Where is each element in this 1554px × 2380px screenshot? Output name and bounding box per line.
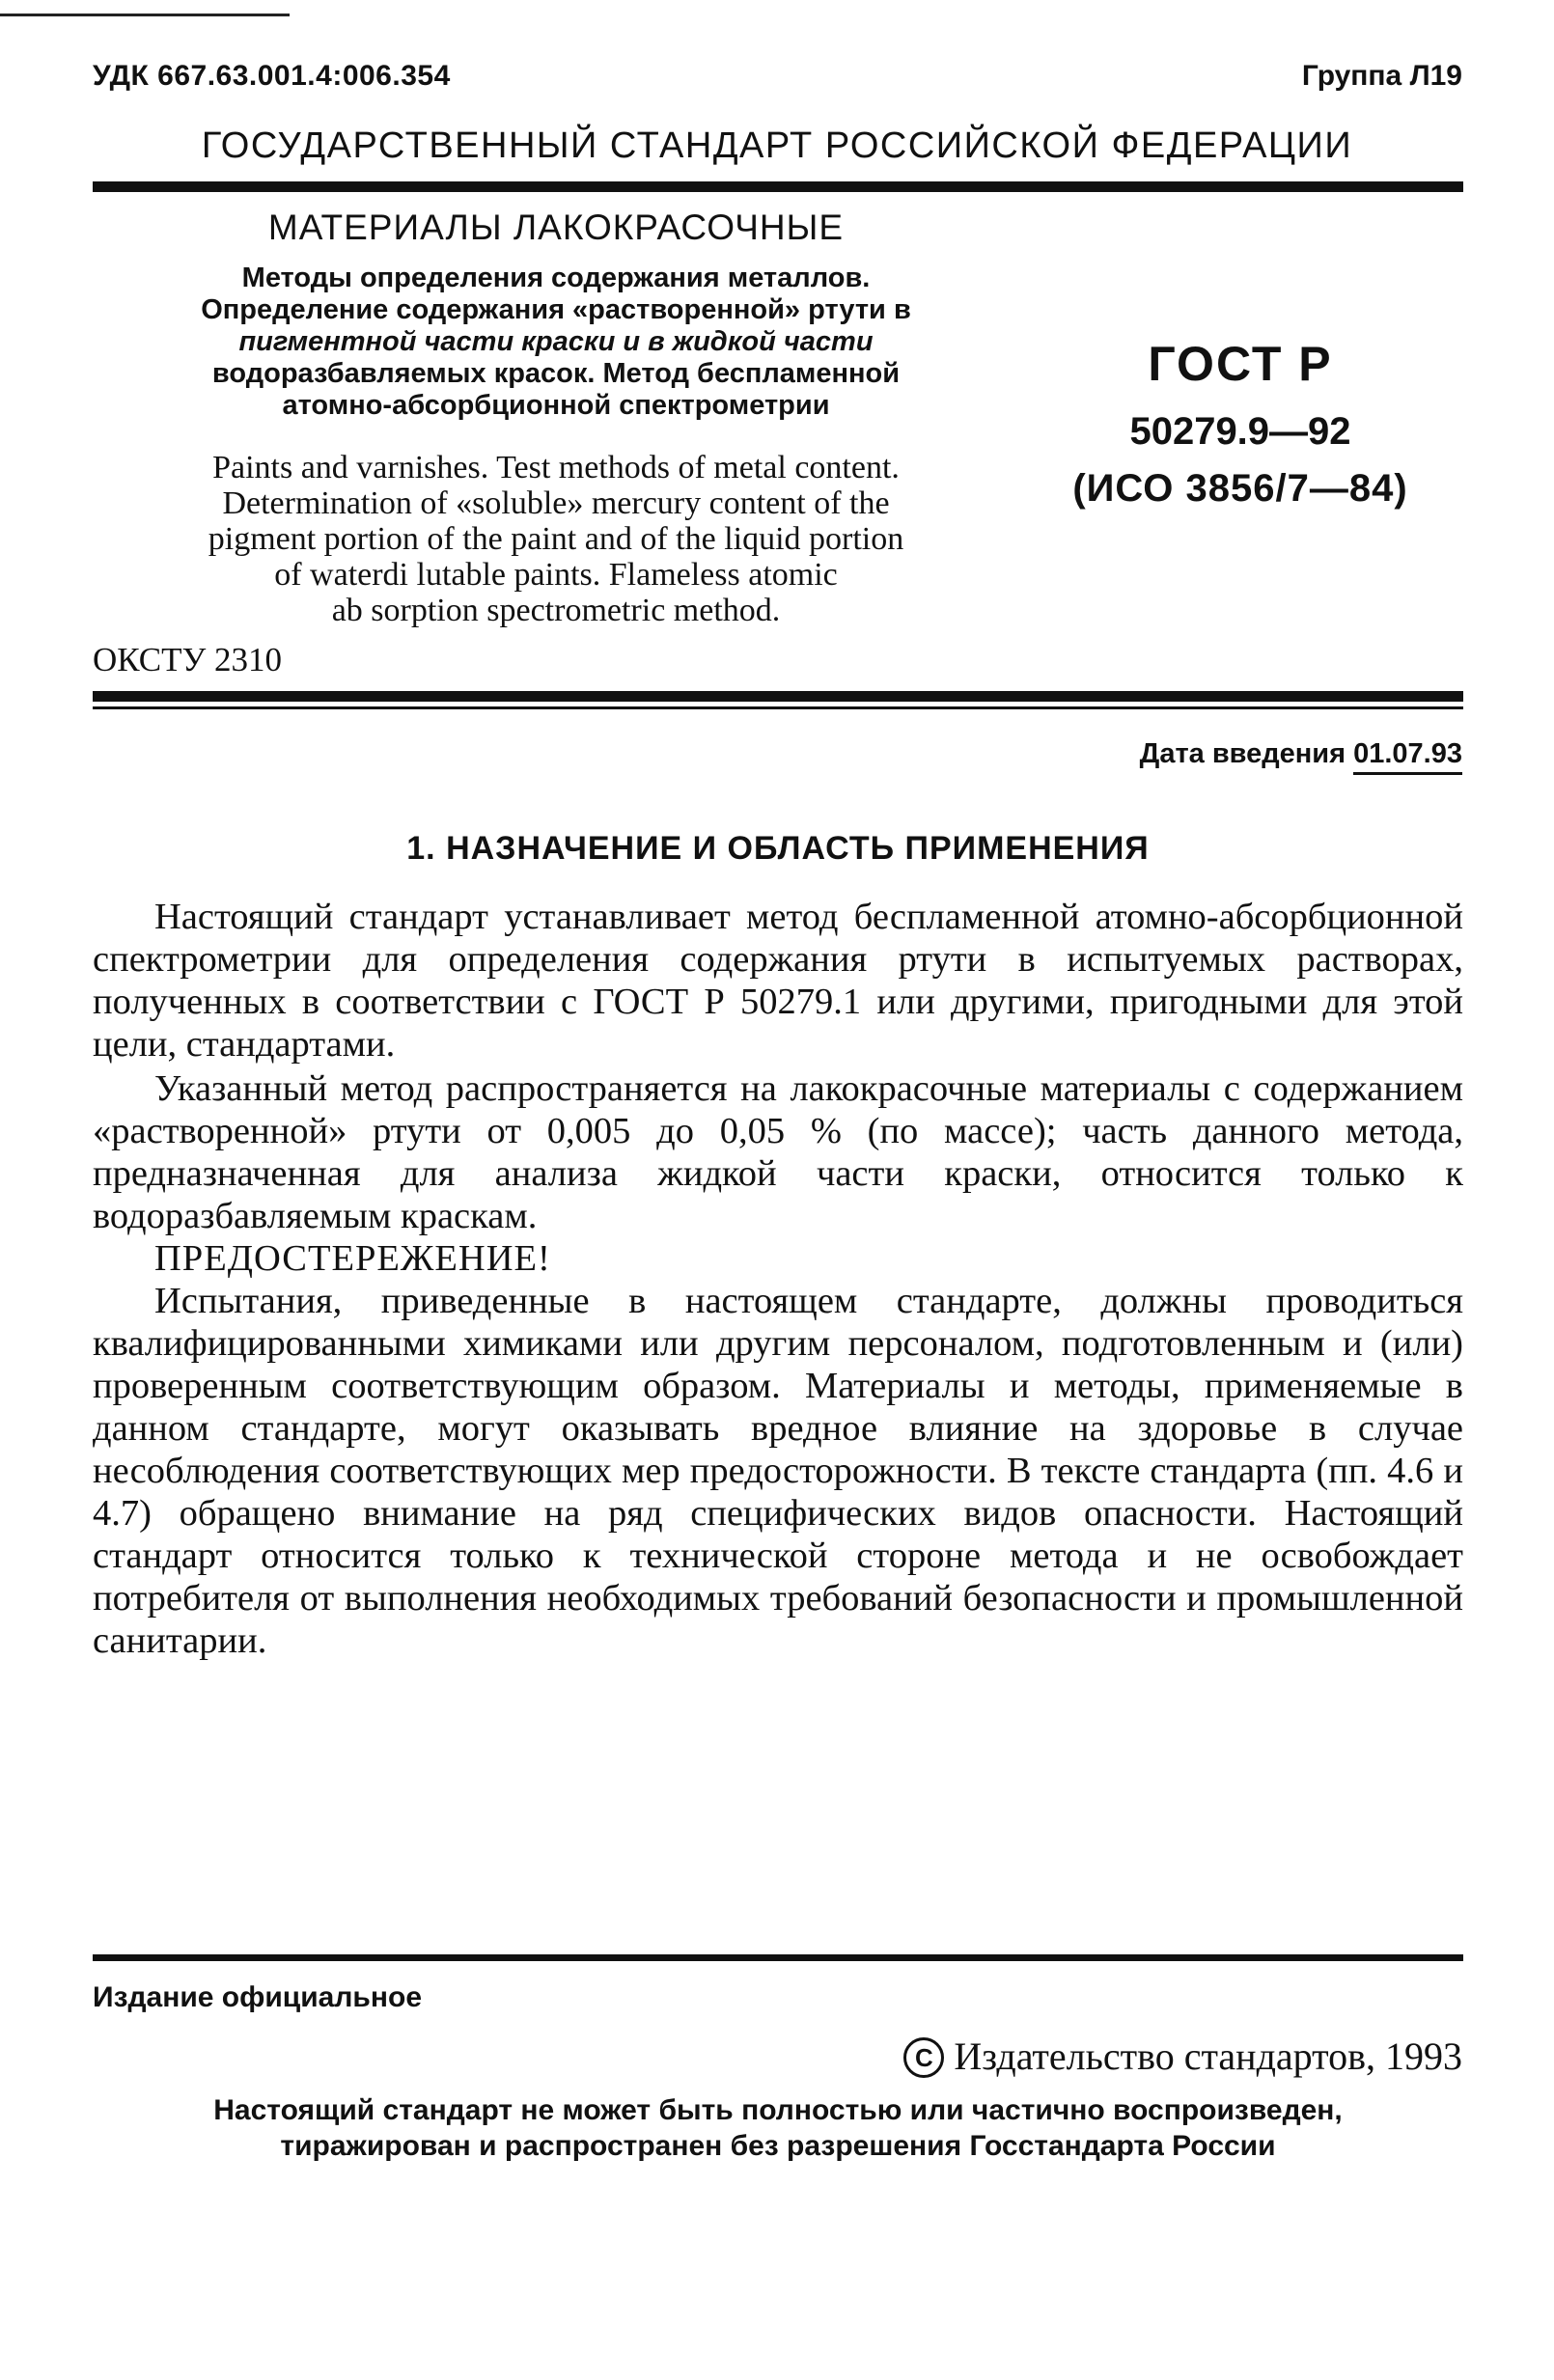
notice-line: тиражирован и распространен без разрешения Госстандарта России	[280, 2130, 1276, 2162]
scan-edge-line	[0, 14, 290, 16]
paragraph-applicability: Указанный метод распространяется на лакокрасочные материалы с содержанием «растворенной» ртути от 0,005 до 0,05 % (по массе); часть данного метода, предназначенная для анализа жидкой части краски, относится только к водоразбавляемым краскам.	[93, 1068, 1463, 1236]
ru-subtitle-line: Методы определения содержания металлов.	[241, 263, 871, 293]
russian-subtitle	[93, 263, 1019, 422]
title-block-thin-rule	[93, 706, 1463, 709]
effective-date-value: 01.07.93	[1353, 738, 1462, 775]
en-subtitle-line: ab sorption spectrometric method.	[331, 593, 781, 628]
notice-line: Настоящий стандарт не может быть полностью или частично воспроизведен,	[213, 2094, 1343, 2126]
iso-number: (ИСО 3856/7—84)	[1072, 467, 1408, 510]
warning-heading: ПРЕДОСТЕРЕЖЕНИЕ!	[154, 1238, 551, 1279]
effective-date-label: Дата введения	[1139, 738, 1346, 769]
footer-rule	[93, 1954, 1463, 1961]
ru-subtitle-line: водоразбавляемых красок. Метод беспламенной	[211, 358, 901, 389]
title-block-rule	[93, 691, 1463, 702]
en-subtitle-line: of waterdi lutable paints. Flameless atomic	[274, 557, 838, 593]
copyright-text: Издательство стандартов, 1993	[954, 2034, 1462, 2078]
en-subtitle-line: Determination of «soluble» mercury content of the	[222, 485, 890, 521]
reproduction-notice	[93, 2092, 1463, 2164]
group-code: Группа Л19	[1301, 60, 1462, 92]
copyright-line	[903, 2034, 1462, 2079]
effective-date	[1140, 738, 1462, 770]
ru-subtitle-line: Определение содержания «растворенной» ртути в	[201, 294, 911, 325]
udk-code: УДК 667.63.001.4:006.354	[93, 60, 451, 92]
english-subtitle	[93, 450, 1019, 628]
document-title: МАТЕРИАЛЫ ЛАКОКРАСОЧНЫЕ	[267, 208, 845, 247]
ru-subtitle-line: пигментной части краски и в жидкой части	[238, 326, 874, 357]
paragraph-scope: Настоящий стандарт устанавливает метод беспламенной атомно-абсорбционной спектрометрии для определения содержания ртути в испытуемых растворах, полученных в соответствии с ГОСТ Р 50279.1 или другими, пригодными для этой цели, стандартами.	[93, 897, 1463, 1065]
gost-number: 50279.9—92	[1129, 410, 1351, 453]
ru-subtitle-line: атомно-абсорбционной спектрометрии	[282, 390, 830, 421]
edition-label: Издание официальное	[93, 1981, 423, 2013]
section-body	[93, 896, 1463, 1662]
section-heading: 1. НАЗНАЧЕНИЕ И ОБЛАСТЬ ПРИМЕНЕНИЯ	[406, 830, 1150, 867]
paragraph-safety: Испытания, приведенные в настоящем стандарте, должны проводиться квалифицированными химиками или другим персоналом, подготовленным и (или) проверенным соответствующим образом. Материалы и методы, применяемые в данном стандарте, могут оказывать вредное влияние на здоровье в случае несоблюдения соответствующих мер предосторожности. В тексте стандарта (пп. 4.6 и 4.7) обращено внимание на ряд специфических видов опасности. Настоящий стандарт относится только к технической стороне метода и не освобождает потребителя от выполнения необходимых требований безопасности и промышленной санитарии.	[93, 1281, 1463, 1661]
en-subtitle-line: pigment portion of the paint and of the liquid portion	[208, 521, 904, 557]
copyright-icon: C	[903, 2037, 944, 2078]
header-rule	[93, 181, 1463, 192]
gost-designation: ГОСТ Р	[1148, 337, 1333, 391]
en-subtitle-line: Paints and varnishes. Test methods of metal content.	[212, 450, 900, 485]
okstu-code: ОКСТУ 2310	[93, 641, 283, 678]
state-standard-title: ГОСУДАРСТВЕННЫЙ СТАНДАРТ РОССИЙСКОЙ ФЕДЕРАЦИИ	[201, 125, 1353, 166]
